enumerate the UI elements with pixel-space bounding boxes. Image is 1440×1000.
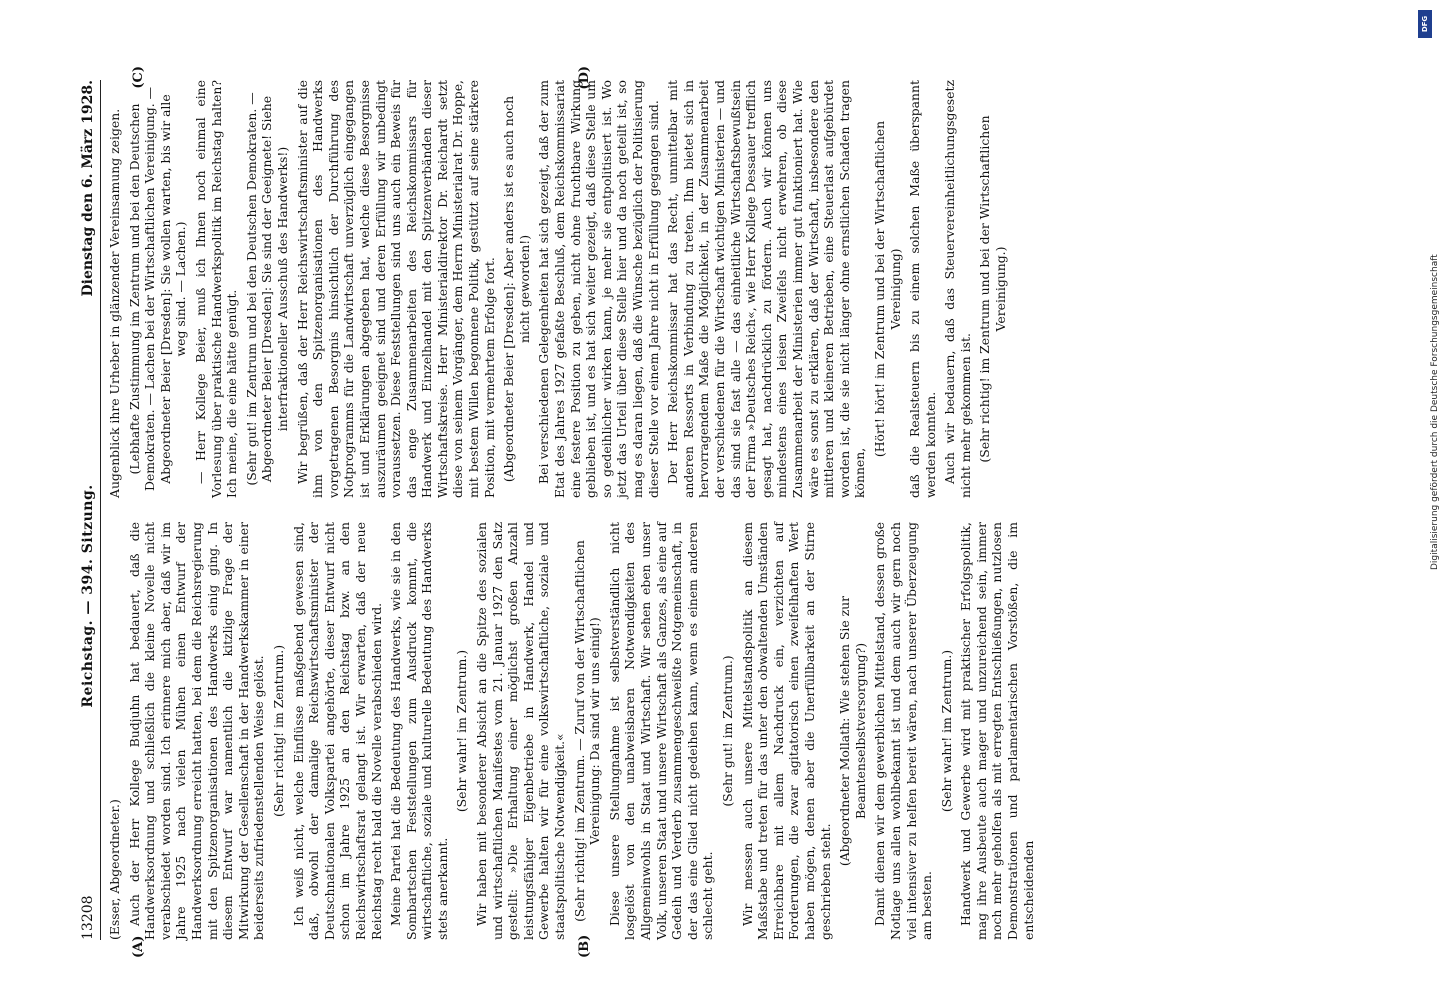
interjection: (Sehr gut! im Zentrum.) xyxy=(719,655,735,807)
paragraph: Handwerk und Gewerbe wird mit praktischer Erfolgspolitik, mag ihre Ausbeute auch mager und unzureichend sein, immer noch mehr geholfen als mit erregten Entschließungen, nutzlosen Demonstrationen und parlamentarischen Vorstößen, die im entscheidenden xyxy=(958,522,1036,940)
digitization-credit xyxy=(1418,10,1440,990)
paragraph: daß die Realsteuern bis zu einem solchen Maße überspannt werden konnten. xyxy=(907,80,938,498)
interjection: (Abgeordneter Beier [Dresden]: Aber anders ist es auch noch nicht geworden!) xyxy=(501,95,532,483)
margin-marker-a: (A) xyxy=(131,935,146,958)
paragraph: Diese unsere Stellungnahme ist selbstverständlich nicht losgelöst von den unabweisbaren Notwendigkeiten des Allgemeinwohls in Staat und Wirtschaft. Wir sehen eben unser Volk, unseren Staat und unsere Wirtschaft als Ganzes, als eine auf Gedeih und Verderb zusammengeschweißte Notgemeinschaft, in der das eine Glied nicht gedeihen kann, wenn es einem anderen schlecht geht. xyxy=(606,522,716,940)
paragraph: Auch wir bedauern, daß das Steuervereinheitlichungsgesetz nicht mehr gekommen ist. xyxy=(942,80,973,498)
paragraph: (Esser, Abgeordneter.) xyxy=(107,799,122,940)
left-column xyxy=(107,522,1297,958)
interjection: (Sehr wahr! im Zentrum.) xyxy=(938,649,954,813)
right-column xyxy=(107,66,1297,498)
paragraph: Wir messen auch unsere Mittelstandspolitik an diesem Maßstabe und treten für das unter den obwaltenden Umständen Erreichbare mit allem Nachdruck ein, verzichten auf Forderungen, die zwar agitatorisch einen zweifelhaften Wert haben mögen, denen aber die Unerfüllbarkeit an der Stirne geschrieben steht. xyxy=(739,522,833,940)
paragraph: Wir haben mit besonderer Absicht an die Spitze des sozialen und wirtschaftlichen Manifestes vom 21. Januar 1927 den Satz gestellt: »Die Erhaltung einer möglichst großen Anzahl leistungsfähiger Eigenbetriebe in Handwerk, Handel und Gewerbe halten wir für eine volkswirtschaftliche, soziale und staatspolitische Notwendigkeit.« xyxy=(474,522,568,940)
paragraph: Auch der Herr Kollege Budjuhn hat bedauert, daß die Handwerksordnung und schließlich die kleine Novelle nicht verabschiedet worden sind. Ich erinnere mich aber, daß wir im Jahre 1925 nach vielen Mühen einen Entwurf der Handwerksordnung erreicht hatten, bei dem die Reichsregierung mit den Spitzenorganisationen des Handwerks einig ging. In diesem Entwurf war namentlich die kitzlige Frage der Mitwirkung der Gesellenschaft in der Handwerkskammer in einer beiderseits zufriedenstellenden Weise gelöst. xyxy=(126,522,267,940)
document-page xyxy=(70,60,1330,960)
paragraph: Wir begrüßen, daß der Herr Reichswirtschaftsminister auf die ihm von den Spitzenorganisationen des Handwerks vorgetragenen Besorgnis hinsichtlich der Durchführung des Notprogramms für die Landwirtschaft unverzüglich eingegangen ist und Erklärungen abgegeben hat, welche diese Besorgnisse auszuräumen geeignet sind und deren Erfüllung wir unbedingt voraussetzen. Diese Feststellungen sind uns auch ein Beweis für das enge Zusammenarbeiten des Reichskommissars für Handwerk und Einzelhandel mit den Spitzenverbänden dieser Wirtschaftskreise. Herr Ministerialdirektor Dr. Reichardt setzt diese von seinem Vorgänger, dem Herrn Ministerialrat Dr. Hoppe, mit bestem Willen begonnene Politik, gestützt auf seine stärkere Position, mit vermehrtem Erfolge fort. xyxy=(294,80,497,498)
interjection: (Hört! hört! im Zentrum und bei der Wirtschaftlichen Vereinigung) xyxy=(871,120,903,458)
page-header xyxy=(80,80,101,940)
paragraph: Damit dienen wir dem gewerblichen Mittelstand, dessen große Notlage uns allen wohlbekannt ist und dem auch wir gern noch viel intensiver zu helfen bereit wären, nach unserer Überzeugung am besten. xyxy=(872,522,935,940)
paragraph: — Herr Kollege Beier, muß ich Ihnen noch einmal eine Vorlesung über praktische Handwerkspolitik im Reichstag halten? Ich meine, die eine hätte genügt. xyxy=(192,80,240,498)
dfg-logo xyxy=(1418,10,1432,38)
margin-marker-c: (C) xyxy=(131,66,146,89)
paragraph: Augenblick ihre Urheber in glänzender Vereinsamung zeigen. xyxy=(107,108,122,498)
paragraph: Meine Partei hat die Bedeutung des Handwerks, wie sie in den Sombartschen Feststellungen zum Ausdruck kommt, die wirtschaftliche, soziale und kulturelle Bedeutung des Handwerks stets anerkannt. xyxy=(388,522,450,940)
interjection: (Sehr richtig! im Zentrum.) xyxy=(270,644,286,818)
paragraph: Ich weiß nicht, welche Einflüsse maßgebend gewesen sind, daß, obwohl der damalige Reichswirtschaftsminister der Deutschnationalen Volkspartei angehörte, dieser Entwurf nicht schon im Jahre 1925 an den Reichstag bzw. an den Reichswirtschaftsrat gelangt ist. Wir erwarten, daß der neue Reichstag recht bald die Novelle verabschieden wird. xyxy=(290,522,384,940)
margin-marker-b: (B) xyxy=(577,934,592,958)
interjection: (Sehr wahr! im Zentrum.) xyxy=(454,649,470,813)
dfg-logo-text: DFG xyxy=(1421,15,1429,33)
text-columns xyxy=(107,66,1297,958)
margin-marker-d: (D) xyxy=(577,66,592,90)
paragraph: Bei verschiedenen Gelegenheiten hat sich gezeigt, daß der zum Etat des Jahres 1927 gefaßte Beschluß, dem Reichskommissariat eine festere Position zu geben, nicht ohne fruchtbare Wirkung geblieben ist, und es hat sich weiter gezeigt, daß diese Stelle um so gedeihlicher wirken kann, je mehr sie entpolitisiert ist. Wo jetzt das Urteil über diese Stelle hier und da noch geteilt ist, so mag es daran liegen, daß die Wünsche bezüglich der Politisierung dieser Stelle vor einem Jahre nicht in Erfüllung gegangen sind. xyxy=(536,80,661,498)
credit-text: Digitalisierung gefördert durch die Deutsche Forschungsgemeinschaft xyxy=(1430,254,1440,570)
interjection: (Sehr gut! im Zentrum und bei den Deutschen Demokraten. — Abgeordneter Beier [Dresden]: Sie sind der Geeignete! Siehe interfraktioneller Ausschuß des Handwerks!) xyxy=(243,92,290,486)
interjection: (Sehr richtig! im Zentrum und bei der Wirtschaftlichen Vereinigung.) xyxy=(977,115,1009,463)
paragraph: Der Herr Reichskommissar hat das Recht, unmittelbar mit anderen Ressorts in Verbindung zu treten. Ihm bietet sich in hervorragendem Maße die Möglichkeit, in der Zusammenarbeit der verschiedenen für die Wirtschaft wichtigen Ministerien — und das sind sie fast alle — das einheitliche Wirtschaftsbewußtsein der Firma »Deutsches Reich«, wie Herr Kollege Dessauer trefflich gesagt hat, nachdrücklich zu fördern. Auch wir können uns mindestens eines leisen Zweifels nicht erwehren, ob diese Zusammenarbeit der Ministerien immer gut funktioniert hat. Wie wäre es sonst zu erklären, daß der Wirtschaft, insbesondere den mittleren und kleineren Betrieben, eine Steuerlast aufgebürdet worden ist, die sie nicht länger ohne ernstlichen Schaden tragen können, xyxy=(665,80,868,498)
page-number: 13208 xyxy=(80,895,96,940)
session-date: Dienstag den 6. März 1928. xyxy=(80,80,96,297)
interjection: (Abgeordneter Mollath: Wie stehen Sie zur Beamtenselbstversorgung?) xyxy=(837,595,868,867)
session-title: Reichstag. — 394. Sitzung. xyxy=(80,484,96,708)
interjection: (Lebhafte Zustimmung im Zentrum und bei den Deutschen Demokraten. — Lachen bei der Wirtschaftlichen Vereinigung. — Abgeordneter Beier [Dresden]: Sie wollen warten, bis wir alle weg sind. — Lachen.) xyxy=(126,87,189,491)
interjection: (Sehr richtig! im Zentrum. — Zuruf von der Wirtschaftlichen Vereinigung: Da sind wir uns einig!) xyxy=(571,540,603,922)
